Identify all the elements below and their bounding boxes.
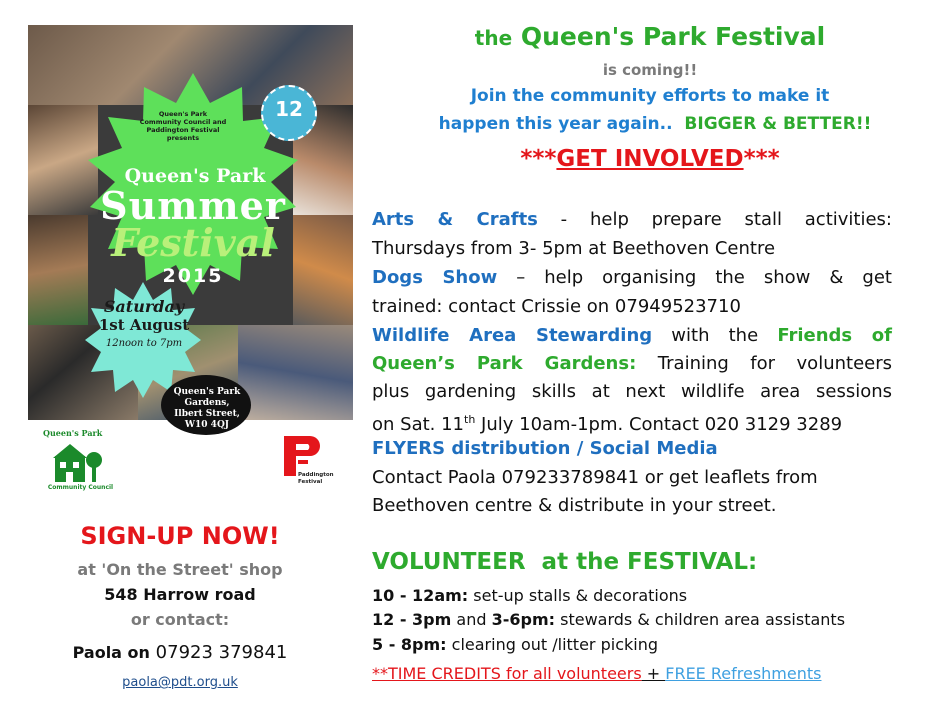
poster-organisers: Queen's Park Community Council and Paddington Festival presents (139, 110, 227, 142)
dogs-show-title: Dogs Show (372, 267, 498, 288)
sat-rest: July 10am-1pm. Contact 020 3129 3289 (475, 414, 843, 435)
friends-of: Friends of (777, 325, 893, 346)
venue-line: W10 4QJ (184, 420, 230, 430)
venue-line: Queen's Park (173, 387, 241, 397)
contact-email-link[interactable]: paola@pdt.org.uk (122, 675, 238, 690)
get-involved-heading (380, 146, 920, 172)
schedule-row (372, 610, 912, 629)
flyers-title: FLYERS distribution / Social Media (372, 438, 718, 459)
gardening-skills-line: plus gardening skills at next wildlife area sessions (372, 381, 892, 402)
plus-sign: + (641, 664, 666, 683)
venue-line: Gardens, (184, 398, 230, 408)
signup-phone-line (20, 642, 340, 663)
contact-name: Paola on (72, 643, 150, 662)
qp-logo-subtitle: Community Council (47, 484, 114, 491)
wildlife-title: Wildlife Area Stewarding (372, 325, 653, 346)
get-involved-text: GET INVOLVED (556, 146, 744, 172)
contact-phone: 07923 379841 (155, 642, 288, 663)
flyers-title-line (372, 435, 892, 463)
sat-prefix: on Sat. 11 (372, 414, 465, 435)
title-main: Queen's Park Festival (520, 22, 826, 51)
poster-year: 2015 (162, 265, 224, 287)
dogs-show-desc: – help organising the show & get (497, 267, 892, 288)
festival-poster (28, 25, 353, 430)
festival-title (380, 22, 920, 51)
arts-crafts-desc: - help prepare stall activities: (537, 209, 892, 230)
time-credits: **TIME CREDITS for all volunteers (372, 664, 642, 683)
stars-right: *** (743, 146, 780, 172)
dogs-show-line (372, 264, 892, 292)
schedule-row (372, 586, 912, 605)
pf-logo-line: Festival (298, 479, 323, 485)
pf-logo-line: Paddington (298, 472, 334, 478)
sat-sup: th (464, 413, 476, 426)
training-text: Training for volunteers (636, 353, 892, 374)
title-prefix: the (474, 26, 513, 50)
join-line-1: Join the community efforts to make it (470, 86, 830, 106)
join-line-2 (400, 114, 910, 134)
join-line-2-text: happen this year again.. (438, 114, 673, 134)
qp-logo-title: Queen's Park (43, 428, 103, 438)
poster-title-summer: Summer (100, 183, 286, 228)
schedule-row (372, 635, 912, 654)
poster-date: 1st August (98, 316, 190, 334)
flyers-distribute-line: Beethoven centre & distribute in your street. (372, 495, 777, 516)
schedule-and: and (451, 610, 492, 629)
coming-text: is coming!! (602, 61, 698, 79)
flyers-contact-line: Contact Paola 079233789841 or get leaflets from (372, 467, 818, 488)
arts-crafts-title: Arts & Crafts (372, 209, 538, 230)
schedule-time: 5 - 8pm: (372, 635, 447, 654)
signup-address: 548 Harrow road (104, 585, 256, 604)
edition-number: 12 (275, 97, 303, 121)
schedule-time: 3-6pm: (491, 610, 556, 629)
arts-crafts-line (372, 206, 892, 234)
volunteer-heading: VOLUNTEER at the FESTIVAL: (372, 549, 758, 575)
poster-time: 12noon to 7pm (105, 338, 183, 349)
signup-heading: SIGN-UP NOW! (80, 522, 280, 550)
qp-community-council-logo (43, 428, 118, 493)
wildlife-line (372, 322, 892, 350)
time-credits-line (372, 664, 821, 683)
wildlife-with: with the (652, 325, 778, 346)
arts-crafts-schedule: Thursdays from 3- 5pm at Beethoven Centre (372, 238, 776, 259)
free-refreshments: FREE Refreshments (665, 664, 822, 683)
dogs-show-contact: trained: contact Crissie on 07949523710 (372, 296, 741, 317)
schedule-task: clearing out /litter picking (446, 635, 658, 654)
poster-day: Saturday (103, 297, 185, 316)
wildlife-line-2 (372, 350, 892, 378)
schedule-task: stewards & children area assistants (555, 610, 846, 629)
paddington-festival-logo (280, 428, 345, 493)
signup-or-contact: or contact: (130, 610, 230, 629)
venue-line: Ilbert Street, (174, 409, 240, 419)
signup-location: at 'On the Street' shop (77, 560, 283, 579)
stars-left: *** (520, 146, 557, 172)
house-tree-icon (53, 440, 103, 484)
schedule-time: 10 - 12am: (372, 586, 469, 605)
pf-logo-text (298, 472, 348, 486)
poster-venue (166, 387, 248, 431)
schedule-time: 12 - 3pm (372, 610, 452, 629)
bigger-better: BIGGER & BETTER!! (684, 114, 872, 134)
poster-title-queens-park: Queen's Park (124, 165, 266, 187)
friends-gardens: Queen’s Park Gardens: (372, 353, 637, 374)
schedule-task: set-up stalls & decorations (468, 586, 688, 605)
poster-title-festival: Festival (111, 220, 275, 265)
